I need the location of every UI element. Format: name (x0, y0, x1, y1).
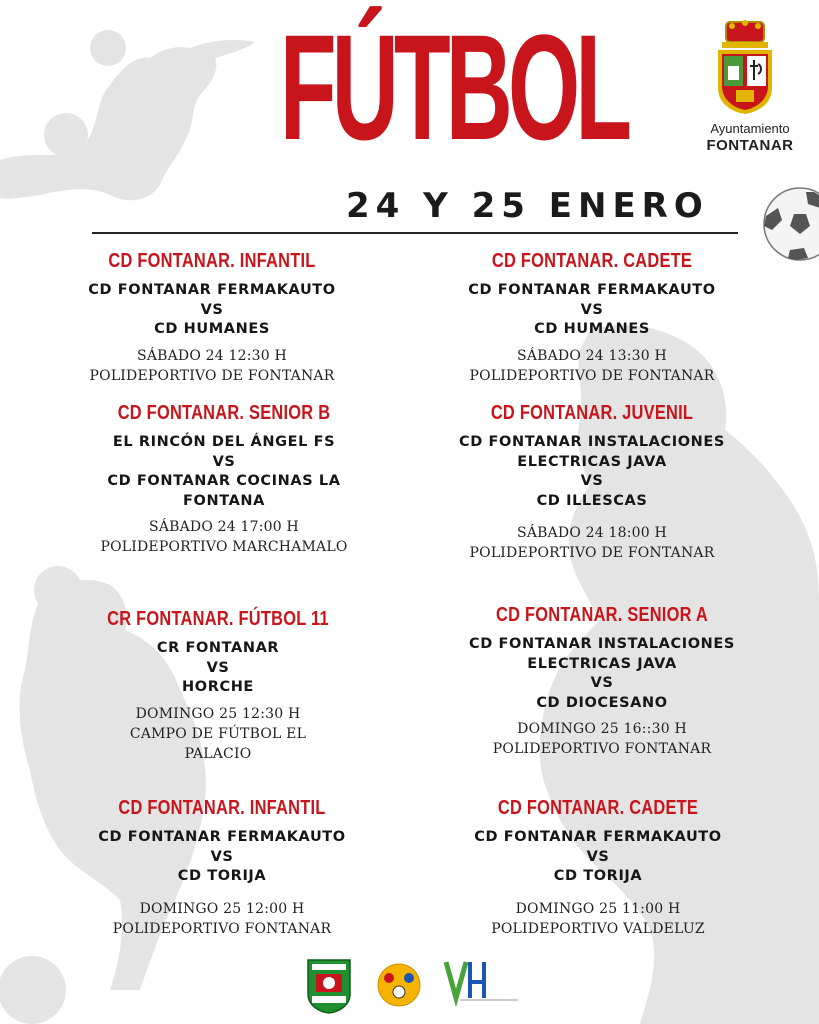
match-card (72, 797, 372, 939)
match-category: CR FONTANAR. FÚTBOL 11 (107, 608, 329, 630)
header-divider (92, 232, 738, 234)
club-deportivo-logo (306, 958, 352, 1014)
match-venue: POLIDEPORTIVO MARCHAMALO (100, 539, 348, 555)
match-time: SÁBADO 24 17:00 H (149, 519, 299, 535)
match-venue: POLIDEPORTIVO FONTANAR (492, 741, 712, 757)
page-title: FÚTBOL (279, 3, 628, 171)
versus-label: VS (580, 473, 604, 489)
home-team-line1: CD FONTANAR INSTALACIONES (459, 434, 725, 450)
soccer-ball-icon (764, 188, 819, 260)
match-category: CD FONTANAR. INFANTIL (108, 250, 316, 272)
match-card (442, 250, 742, 386)
versus-label: VS (212, 453, 236, 470)
versus-label: VS (210, 848, 234, 865)
match-category: CD FONTANAR. SENIOR B (117, 402, 331, 424)
ayuntamiento-line1: Ayuntamiento (710, 121, 790, 136)
away-team: CD DIOCESANO (536, 694, 668, 711)
away-team: CD TORIJA (553, 868, 643, 884)
match-venue: POLIDEPORTIVO FONTANAR (112, 920, 332, 937)
versus-label: VS (206, 659, 230, 676)
ayuntamiento-label (680, 121, 819, 154)
away-team: CD HUMANES (154, 321, 270, 337)
school-logo (376, 962, 422, 1008)
home-team-line2: ELECTRICAS JAVA (517, 453, 667, 470)
away-team: CD TORIJA (177, 868, 267, 884)
match-category: CD FONTANAR. CADETE (491, 250, 693, 272)
away-team-line1: CD FONTANAR COCINAS LA (107, 473, 341, 489)
match-venue: POLIDEPORTIVO DE FONTANAR (469, 545, 715, 561)
match-category: CD FONTANAR. INFANTIL (118, 797, 326, 819)
match-venue: POLIDEPORTIVO DE FONTANAR (89, 367, 335, 384)
match-time: DOMINGO 25 12:00 H (139, 900, 305, 917)
match-category: CD FONTANAR. SENIOR A (496, 604, 708, 626)
match-card (448, 797, 748, 939)
match-card (68, 608, 368, 764)
match-time: SÁBADO 24 12:30 H (137, 347, 287, 364)
away-team: CD HUMANES (534, 321, 650, 337)
match-venue-line1: CAMPO DE FÚTBOL EL (129, 725, 307, 742)
versus-label: VS (580, 301, 604, 318)
versus-label: VS (590, 675, 614, 691)
match-card (74, 402, 374, 557)
home-team-line1: CD FONTANAR INSTALACIONES (469, 636, 735, 652)
match-time: SÁBADO 24 18:00 H (517, 525, 667, 541)
away-team: HORCHE (182, 679, 254, 695)
home-team: CR FONTANAR (156, 640, 280, 656)
coat-of-arms-icon (714, 18, 776, 116)
event-date: 24 Y 25 ENERO (346, 186, 709, 226)
match-time: SÁBADO 24 13:30 H (517, 347, 667, 364)
versus-label: VS (200, 301, 224, 318)
home-team: EL RINCÓN DEL ÁNGEL FS (112, 434, 336, 450)
home-team: CD FONTANAR FERMAKAUTO (468, 282, 716, 298)
match-time: DOMINGO 25 12:30 H (135, 705, 301, 722)
player-silhouette-top-left (0, 40, 255, 200)
home-team: CD FONTANAR FERMAKAUTO (474, 829, 722, 845)
match-time: DOMINGO 25 11:00 H (515, 900, 681, 917)
match-venue: POLIDEPORTIVO VALDELUZ (491, 920, 705, 937)
match-category: CD FONTANAR. JUVENIL (490, 402, 694, 424)
ayuntamiento-line2: FONTANAR (706, 137, 794, 154)
match-venue-line2: PALACIO (184, 745, 252, 762)
versus-label: VS (586, 848, 610, 865)
match-card (62, 250, 362, 386)
home-team: CD FONTANAR FERMAKAUTO (98, 829, 346, 845)
away-team: CD ILLESCAS (536, 492, 648, 509)
match-category: CD FONTANAR. CADETE (497, 797, 699, 819)
match-venue: POLIDEPORTIVO DE FONTANAR (469, 367, 715, 384)
match-time: DOMINGO 25 16::30 H (517, 721, 687, 737)
home-team-line2: ELECTRICAS JAVA (527, 655, 677, 672)
match-card (452, 604, 752, 759)
home-team: CD FONTANAR FERMAKAUTO (88, 282, 336, 298)
mancomunidad-logo (440, 958, 520, 1010)
match-card (442, 402, 742, 563)
away-team-line2: FONTANA (183, 492, 265, 509)
